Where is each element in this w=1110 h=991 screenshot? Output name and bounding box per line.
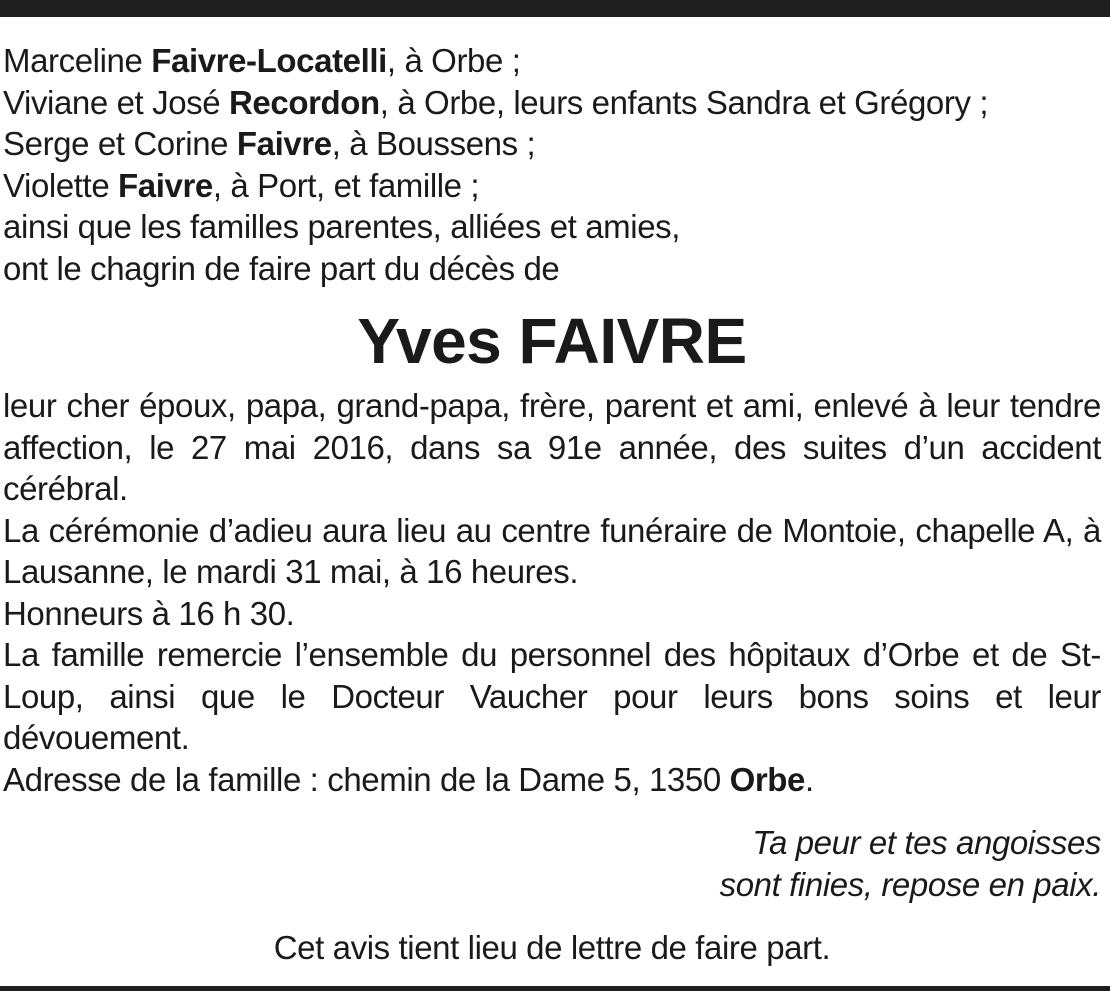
paragraph-thanks: La famille remercie l’ensemble du personnel des hôpitaux d’Orbe et de St-Loup, ainsi que le Docteur Vaucher pour leurs bons soins et leur dévouement. <box>3 636 1101 756</box>
paragraph-tribute: leur cher époux, papa, grand-papa, frère, parent et ami, enlevé à leur tendre affection, le 27 mai 2016, dans sa 91e année, des suites d’un accident cérébral. <box>3 387 1101 507</box>
quote-line-1: Ta peur et tes angoisses <box>752 824 1101 861</box>
deceased-name: Yves FAIVRE <box>357 305 747 377</box>
family-location: , à Orbe, leurs enfants Sandra et Grégory ; <box>379 83 989 121</box>
family-line-2 <box>3 82 1101 124</box>
family-member-names: Serge et Corine <box>3 125 237 162</box>
family-surname: Faivre <box>236 125 332 162</box>
intro-line-2: ont le chagrin de faire part du décès de <box>3 249 560 287</box>
family-line-4 <box>3 165 1101 207</box>
family-surname: Recordon <box>228 83 380 121</box>
family-line-3 <box>3 123 1101 165</box>
family-location: , à Boussens ; <box>331 125 536 162</box>
family-surname: Faivre-Locatelli <box>151 42 387 79</box>
family-member-names: Viviane et José <box>3 83 229 121</box>
family-member-names: Violette <box>3 166 119 204</box>
family-member-names: Marceline <box>3 42 152 79</box>
intro-line-1: ainsi que les familles parentes, alliées et amies, <box>3 208 681 245</box>
death-notice <box>3 40 1101 969</box>
closing-note: Cet avis tient lieu de lettre de faire part. <box>273 929 831 966</box>
address-text: Adresse de la famille : chemin de la Dame 5, 1350 <box>3 760 730 798</box>
family-address <box>3 759 1101 801</box>
quote <box>3 822 1101 905</box>
top-rule <box>0 0 1110 17</box>
family-location: , à Orbe ; <box>386 42 521 79</box>
paragraph-honours: Honneurs à 16 h 30. <box>3 594 295 632</box>
address-period: . <box>804 760 814 798</box>
bottom-rule <box>0 986 1110 991</box>
quote-line-2: sont finies, repose en paix. <box>719 865 1101 903</box>
family-line-1 <box>3 40 1101 82</box>
family-surname: Faivre <box>118 166 213 204</box>
address-town: Orbe <box>729 760 805 798</box>
paragraph-ceremony: La cérémonie d’adieu aura lieu au centre funéraire de Montoie, chapelle A, à Lausanne, le mardi 31 mai, à 16 heures. <box>3 511 1101 590</box>
family-location: , à Port, et famille ; <box>212 166 480 204</box>
